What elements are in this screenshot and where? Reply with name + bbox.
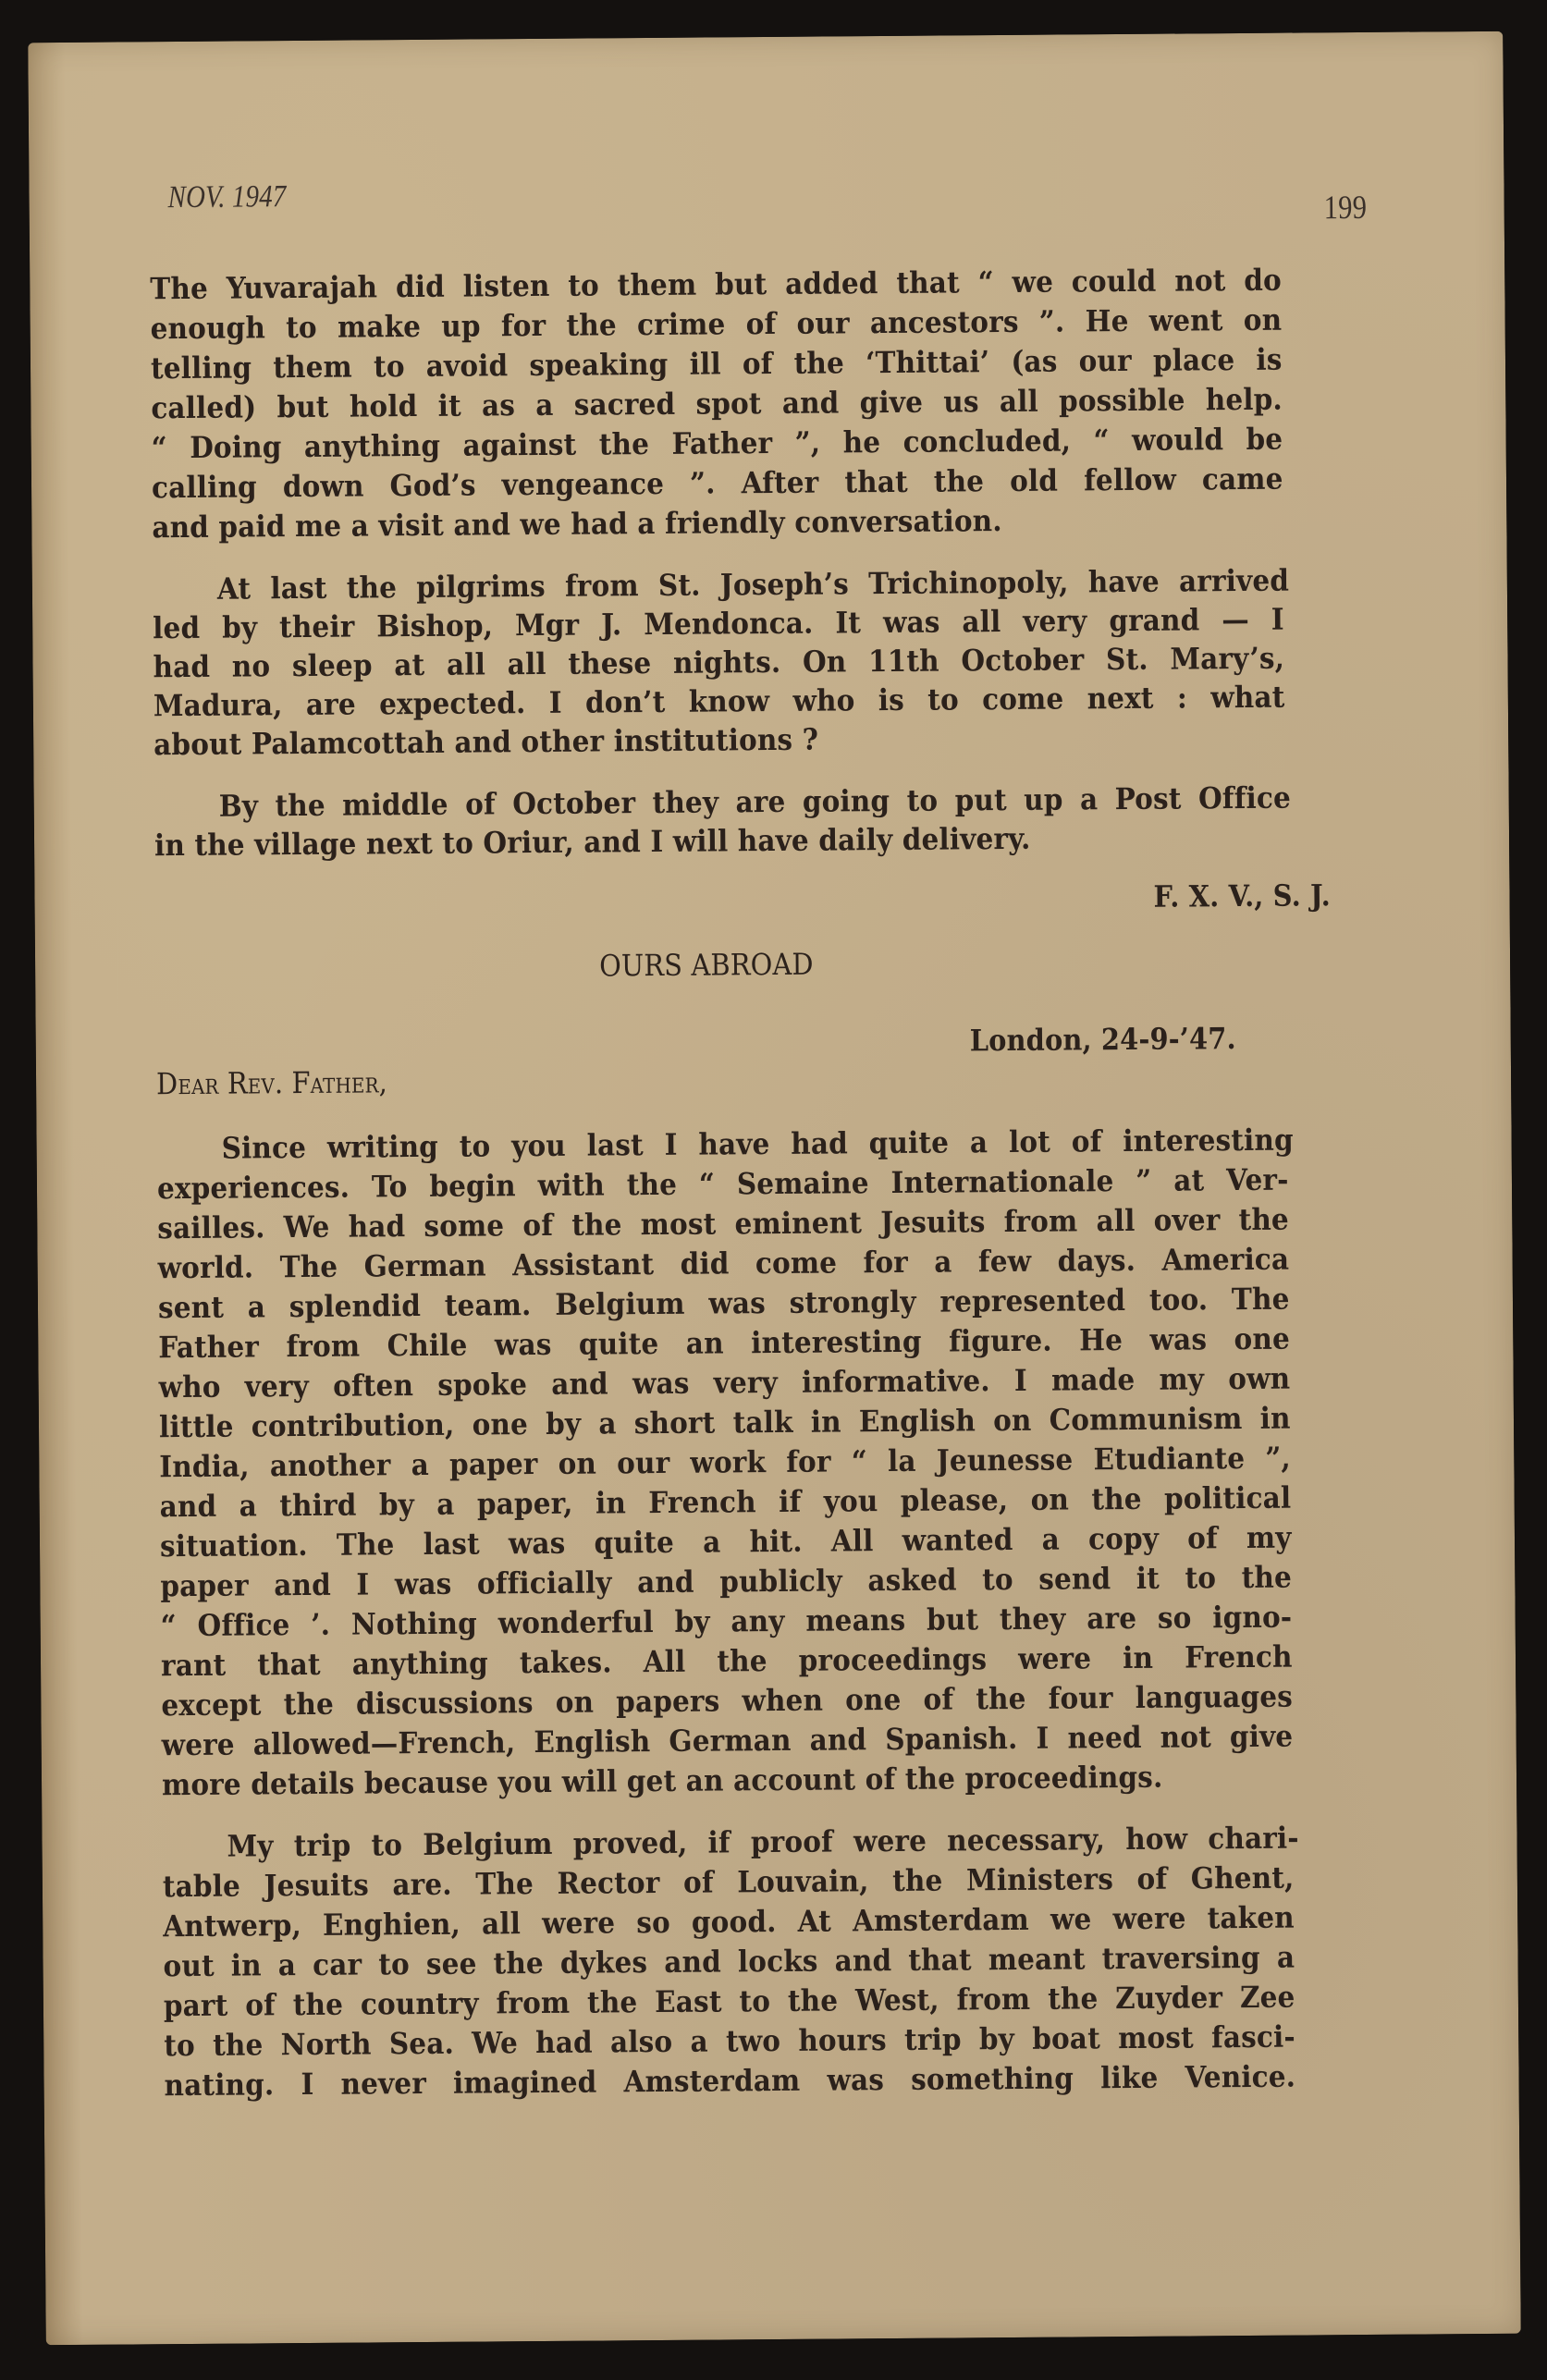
text-line: Since writing to you last I have had quite a lot of interesting — [221, 1122, 1294, 1166]
text-line: sailles. We had some of the most eminent Jesuits from all over the — [157, 1201, 1290, 1246]
text-line: little contribution, one by a short talk in English on Communism in — [158, 1400, 1291, 1445]
text-line: My trip to Belgium proved, if proof were necessary, how chari- — [227, 1820, 1299, 1864]
text-line: By the middle of October they are going to put up a Post Office — [218, 779, 1292, 824]
text-line: called) but hold it as a sacred spot and give us all possible help. — [151, 381, 1283, 426]
issue-date: NOV. 1947 — [167, 179, 287, 215]
text-line: part of the country from the East to the West, from the Zuyder Zee — [163, 1979, 1295, 2024]
text-line: “ Office ’. Nothing wonderful by any means but they are so igno- — [160, 1599, 1293, 1644]
text-line: situation. The last was quite a hit. All wanted a copy of my — [159, 1519, 1292, 1564]
text-line: rant that anything takes. All the proceedings were in French — [160, 1638, 1293, 1684]
text-line: Madura, are expected. I don’t know who is to come next : what — [153, 679, 1285, 724]
text-line: nating. I never imagined Amsterdam was something like Venice. — [164, 2058, 1296, 2104]
text-line: The Yuvarajah did listen to them but added that “ we could not do — [150, 262, 1283, 307]
text-line: who very often spoke and was very informative. I made my own — [158, 1360, 1291, 1405]
text-line: and a third by a paper, in French if you please, on the political — [159, 1479, 1292, 1525]
text-line: world. The German Assistant did come for a few days. America — [157, 1241, 1290, 1286]
text-line: enough to make up for the crime of our ancestors ”. He went on — [150, 301, 1283, 347]
text-line: India, another a paper on our work for “ la Jeunesse Etudiante ”, — [159, 1440, 1292, 1485]
dateline: London, 24-9-’47. — [969, 1021, 1236, 1059]
text-line: telling them to avoid speaking ill of the ‘Thittai’ (as our place is — [150, 341, 1283, 386]
text-line: more details because you will get an account of the proceedings. — [161, 1759, 1163, 1803]
section-heading: OURS ABROAD — [598, 946, 814, 984]
text-line: calling down God’s vengeance ”. After that the old fellow came — [151, 460, 1283, 506]
text-line: to the North Sea. We had also a two hours trip by boat most fasci- — [164, 2018, 1295, 2064]
text-line: were allowed—French, English German and Spanish. I need not give — [161, 1718, 1294, 1763]
text-line: At last the pilgrims from St. Joseph’s Trichinopoly, have arrived — [216, 562, 1290, 607]
text-line: “ Doing anything against the Father ”, he concluded, “ would be — [151, 421, 1283, 466]
text-line: had no sleep at all all these nights. On 11th October St. Mary’s, — [153, 640, 1285, 685]
document-page — [28, 31, 1521, 2345]
text-line: paper and I was officially and publicly asked to send it to the — [160, 1559, 1293, 1604]
text-line: and paid me a visit and we had a friendly conversation. — [152, 503, 1002, 546]
text-line: except the discussions on papers when one of the four languages — [161, 1678, 1294, 1724]
text-line: in the village next to Oriur, and I will have daily delivery. — [153, 820, 1031, 864]
text-line: table Jesuits are. The Rector of Louvain, the Ministers of Ghent, — [162, 1859, 1295, 1905]
signature: F. X. V., S. J. — [1153, 877, 1332, 914]
text-line: experiences. To begin with the “ Semaine Internationale ” at Ver- — [156, 1161, 1289, 1207]
text-line: Antwerp, Enghien, all were so good. At Amsterdam we were taken — [163, 1899, 1295, 1944]
text-line: about Palamcottah and other institutions ? — [153, 721, 819, 763]
salutation: Dear Rev. Father, — [155, 1064, 388, 1102]
text-line: out in a car to see the dykes and locks and that meant traversing a — [163, 1939, 1295, 1984]
text-line: led by their Bishop, Mgr J. Mendonca. It was all very grand — I — [153, 601, 1284, 646]
text-line: sent a splendid team. Belgium was strongly represented too. The — [157, 1281, 1290, 1326]
page-number: 199 — [1323, 188, 1368, 227]
text-line: Father from Chile was quite an interesting figure. He was one — [158, 1320, 1291, 1366]
